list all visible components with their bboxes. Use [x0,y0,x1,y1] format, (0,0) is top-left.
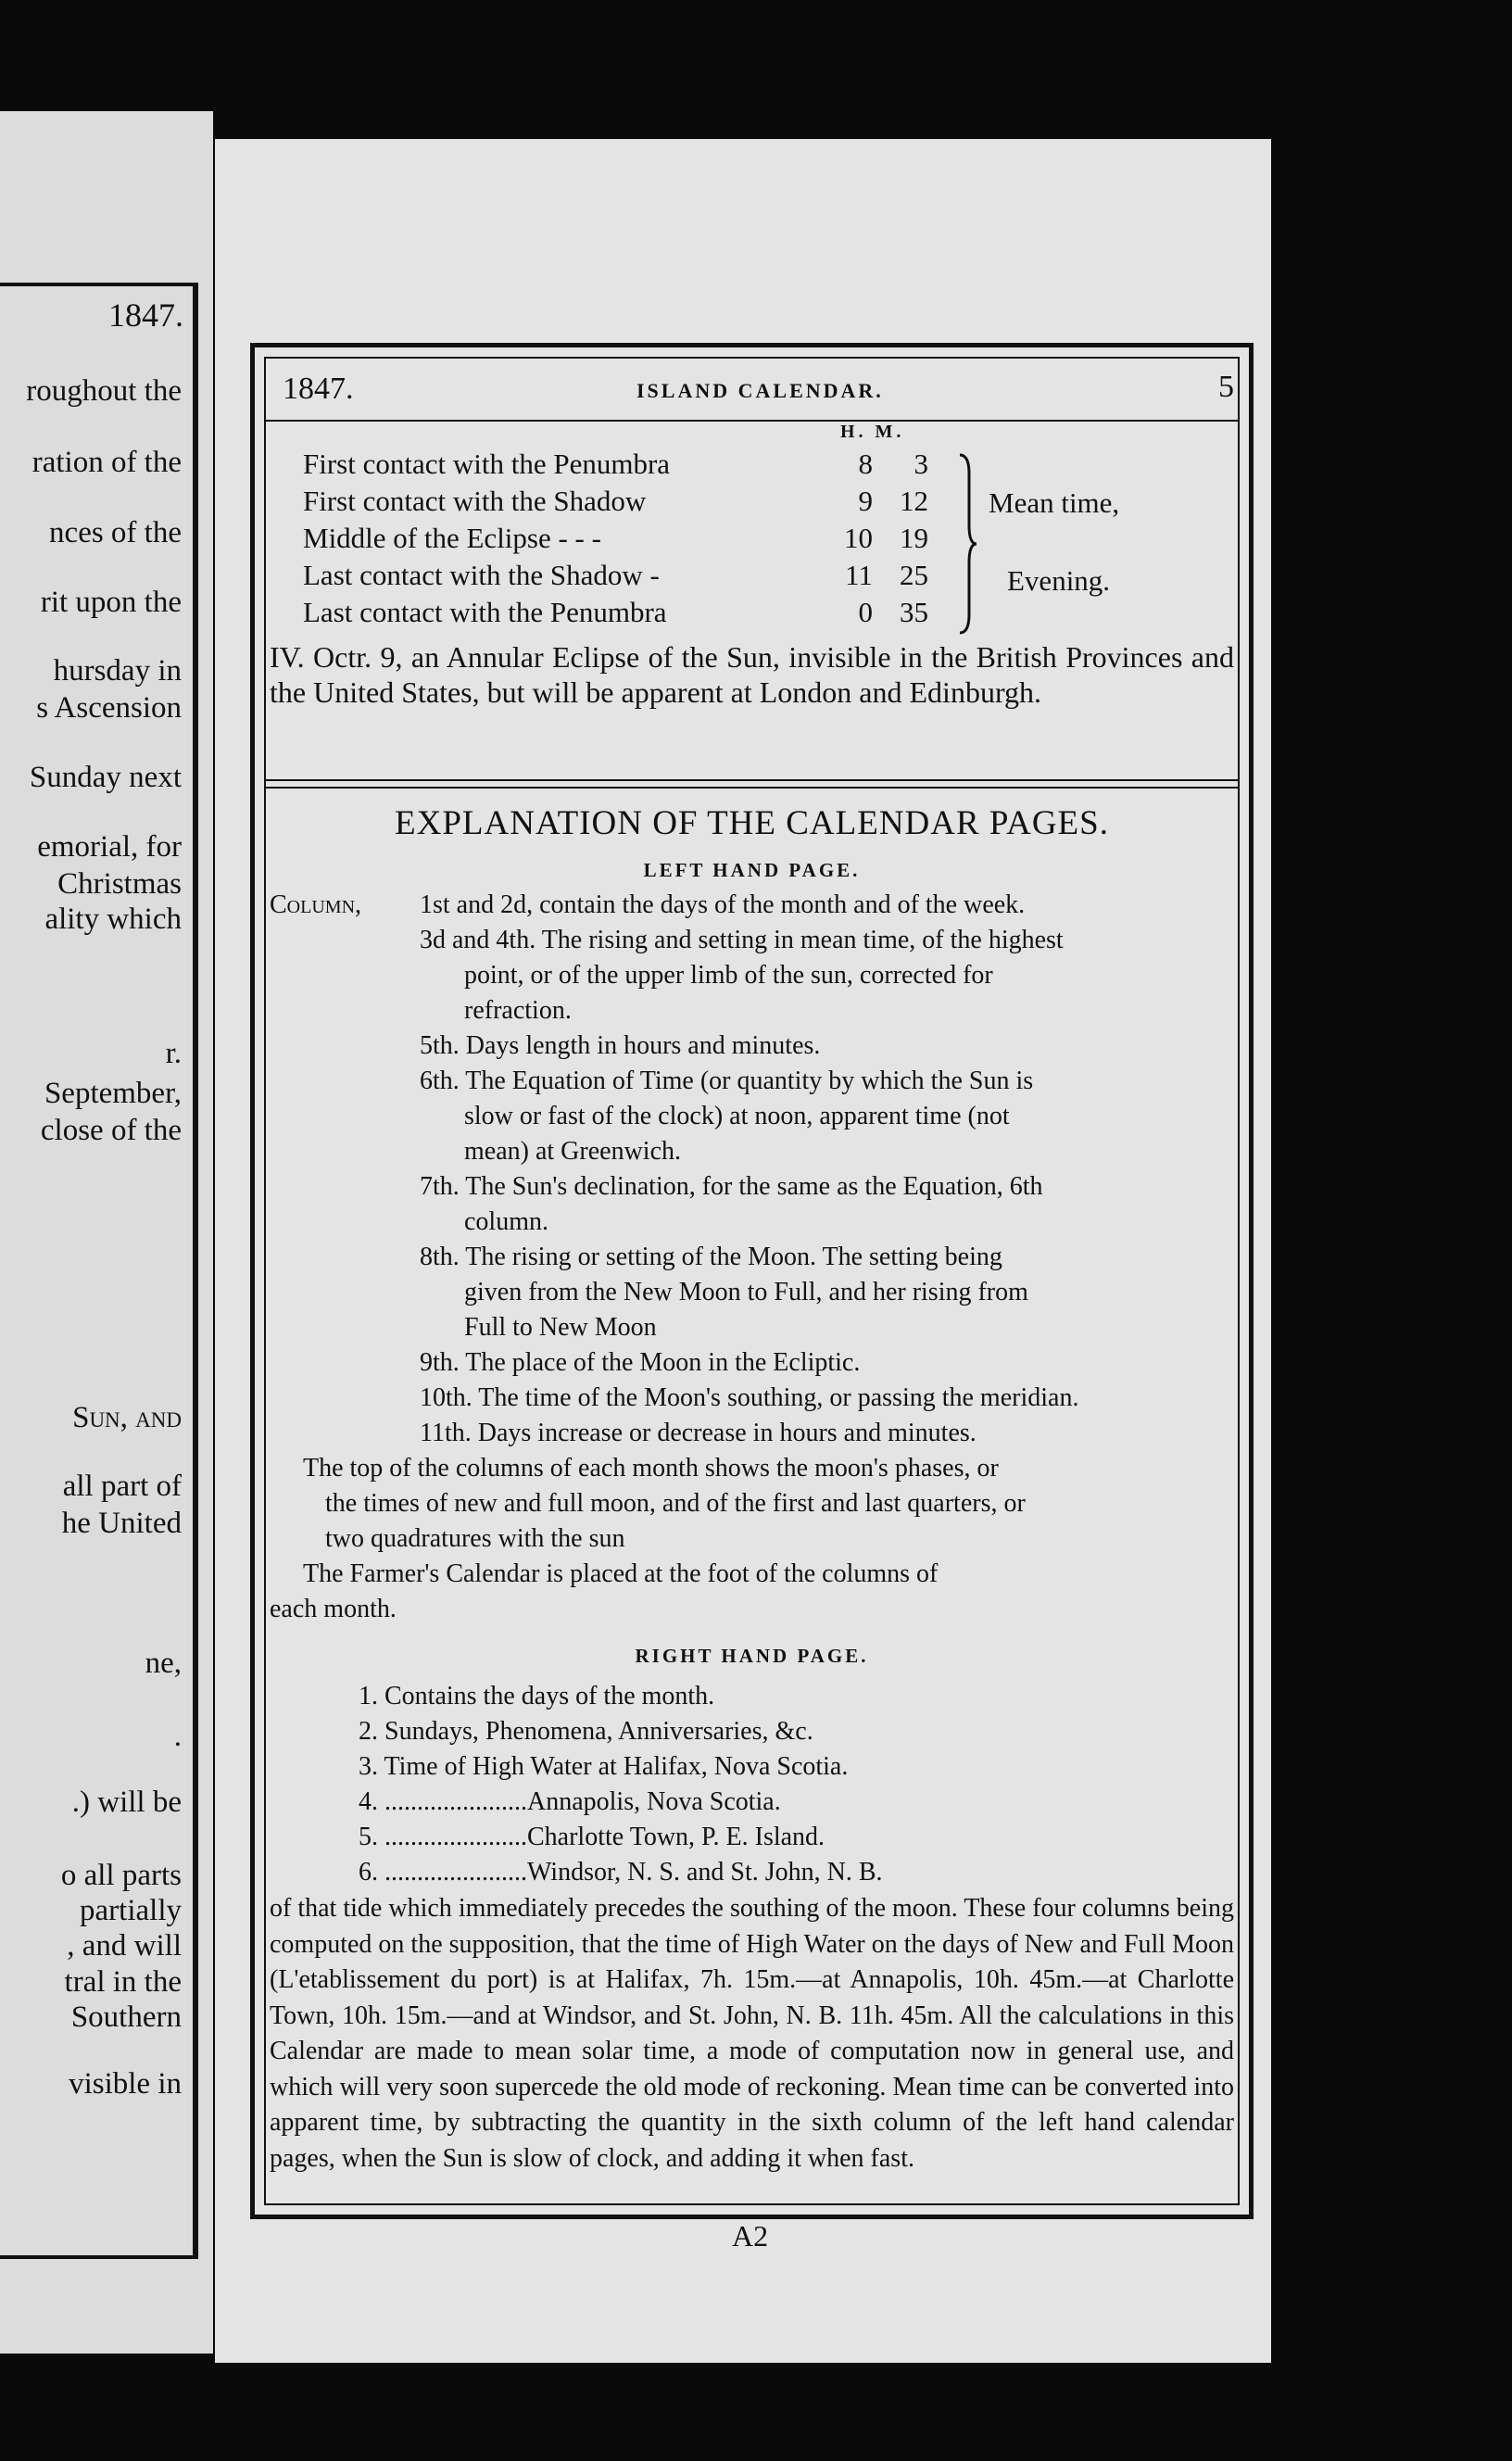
top-note-line: the times of new and full moon, and of the first and last quarters, or [325,1489,1026,1518]
left-fragment: tral in the [64,1965,182,1999]
top-note-line: The top of the columns of each month shows the moon's phases, or [303,1454,999,1483]
left-fragment: close of the [40,1114,182,1147]
left-hand-page-title: LEFT HAND PAGE. [643,859,861,881]
left-fragment: Christmas [57,867,182,901]
left-fragment: he United [61,1507,182,1540]
page-header-year: 1847. [283,372,354,406]
explanation-item: column. [464,1207,548,1236]
left-fragment: s Ascension [36,691,182,725]
explanation-item: point, or of the upper limb of the sun, corrected for [464,961,993,990]
right-page-item: 3. Time of High Water at Halifax, Nova Scotia. [359,1752,849,1781]
eclipse-row-minutes: 19 [900,522,928,554]
eclipse-row-label: Last contact with the Penumbra [303,596,667,628]
page-number: 5 [1218,370,1234,404]
explanation-item: mean) at Greenwich. [464,1137,681,1166]
explanation-title: EXPLANATION OF THE CALENDAR PAGES. [395,804,1109,842]
eclipse-column-header: H. M. [840,422,905,442]
left-fragment: all part of [62,1470,182,1503]
header-rule [266,420,1238,422]
signature-mark: A2 [732,2219,769,2253]
left-page-year: 1847. [108,297,183,334]
explanation-item: given from the New Moon to Full, and her rising from [464,1278,1028,1306]
eclipse-row-minutes: 3 [914,448,928,480]
eclipse-row-hours: 11 [845,559,873,591]
right-hand-page-title: RIGHT HAND PAGE. [635,1645,869,1667]
section-divider [266,779,1238,789]
eclipse-row-hours: 0 [858,596,873,628]
left-fragment: rit upon the [40,586,182,619]
eclipse-row-label: First contact with the Penumbra [303,448,671,480]
eclipse-row-minutes: 25 [900,559,928,591]
eclipse-note-mean-time: Mean time, [989,486,1120,519]
eclipse-note-evening: Evening. [1007,564,1111,597]
explanation-item: slow or fast of the clock) at noon, apparent time (not [464,1102,1010,1130]
eclipse-row-hours: 9 [858,485,873,517]
right-page-item: 1. Contains the days of the month. [359,1682,715,1710]
left-fragment: roughout the [26,374,182,408]
eclipse-row-hours: 10 [844,522,873,554]
left-fragment: , and will [67,1929,182,1962]
explanation-item: 8th. The rising or setting of the Moon. The setting being [420,1243,1002,1271]
left-fragment: . [173,1720,182,1753]
explanation-item: 11th. Days increase or decrease in hours and minutes. [420,1419,976,1447]
explanation-item: 3d and 4th. The rising and setting in mean time, of the highest [420,926,1064,954]
eclipse-row [303,485,951,518]
left-fragment: o all parts [60,1859,182,1892]
explanation-item: Full to New Moon [464,1313,657,1342]
explanation-item: 7th. The Sun's declination, for the same as the Equation, 6th [420,1172,1043,1201]
calendar-page-content [264,357,1240,2205]
left-fragment: Sun, and [72,1401,182,1434]
explanation-item: 1st and 2d, contain the days of the month and of the week. [420,890,1026,919]
farmers-note-line: The Farmer's Calendar is placed at the foot of the columns of [303,1559,939,1588]
eclipse-row [303,596,951,629]
left-fragment: hursday in [53,654,182,688]
explanation-item: 6th. The Equation of Time (or quantity by which the Sun is [420,1066,1034,1095]
eclipse-row [303,522,951,555]
left-fragment: partially [80,1894,182,1927]
eclipse-row-minutes: 12 [900,485,928,517]
left-fragment: ration of the [32,446,182,479]
left-fragment: September, [44,1077,182,1110]
page-header-title: ISLAND CALENDAR. [636,379,884,402]
left-fragment: ality which [44,902,182,936]
eclipse-brace-icon [956,451,978,637]
left-fragment: emorial, for [37,830,182,864]
eclipse-row-minutes: 35 [900,596,928,628]
eclipse-row-label: First contact with the Shadow [303,485,647,517]
farmers-note-line: each month. [270,1595,397,1623]
left-fragment: Sunday next [29,761,182,794]
right-page-item: 6. ......................Windsor, N. S. and St. John, N. B. [359,1858,883,1887]
explanation-item: refraction. [464,996,572,1025]
right-page-item: 5. ......................Charlotte Town, P. E. Island. [359,1823,825,1851]
left-fragment: Southern [70,2000,182,2034]
annular-eclipse-note: IV. Octr. 9, an Annular Eclipse of the Sun, invisible in the British Provinces and the United States, but will be apparent at London and Edinburgh. [270,640,1234,709]
calendar-page-frame [250,343,1254,2219]
eclipse-row [303,559,951,592]
right-page-item: 4. ......................Annapolis, Nova Scotia. [359,1787,781,1816]
left-fragment: r. [165,1037,182,1070]
left-page-frame [0,283,198,2259]
eclipse-row-label: Middle of the Eclipse - - - [303,522,601,554]
left-fragment: ne, [145,1647,182,1680]
left-fragment: .) will be [71,1786,182,1819]
left-fragment: visible in [69,2067,182,2101]
top-note-line: two quadratures with the sun [325,1524,625,1553]
left-fragment: nces of the [49,516,182,549]
eclipse-row-hours: 8 [858,448,873,480]
closing-paragraph: of that tide which immediately precedes the southing of the moon. These four columns being computed on the supposition, that the time of High Water on the days of New and Full Moon (L'etablissement du port) is at Halifax, 7h. 15m.—at Annapolis, 10h. 45m.—at Charlotte Town, 10h. 15m.—and at Windsor, and St. John, N. B. 11h. 45m. All the calculations in this Calendar are made to mean solar time, a mode of computation now in general use, and which will very soon supercede the old mode of reckoning. Mean time can be converted into apparent time, by subtracting the quantity in the sixth column of the left hand calendar pages, when the Sun is slow of clock, and adding it when fast. [270,1894,1234,2173]
explanation-item: 9th. The place of the Moon in the Ecliptic. [420,1348,861,1377]
eclipse-row-label: Last contact with the Shadow - [303,559,660,591]
column-label: Column, [270,890,362,919]
explanation-item: 5th. Days length in hours and minutes. [420,1031,821,1060]
eclipse-row [303,448,951,481]
explanation-item: 10th. The time of the Moon's southing, or passing the meridian. [420,1383,1079,1412]
right-page-item: 2. Sundays, Phenomena, Anniversaries, &c. [359,1717,813,1746]
